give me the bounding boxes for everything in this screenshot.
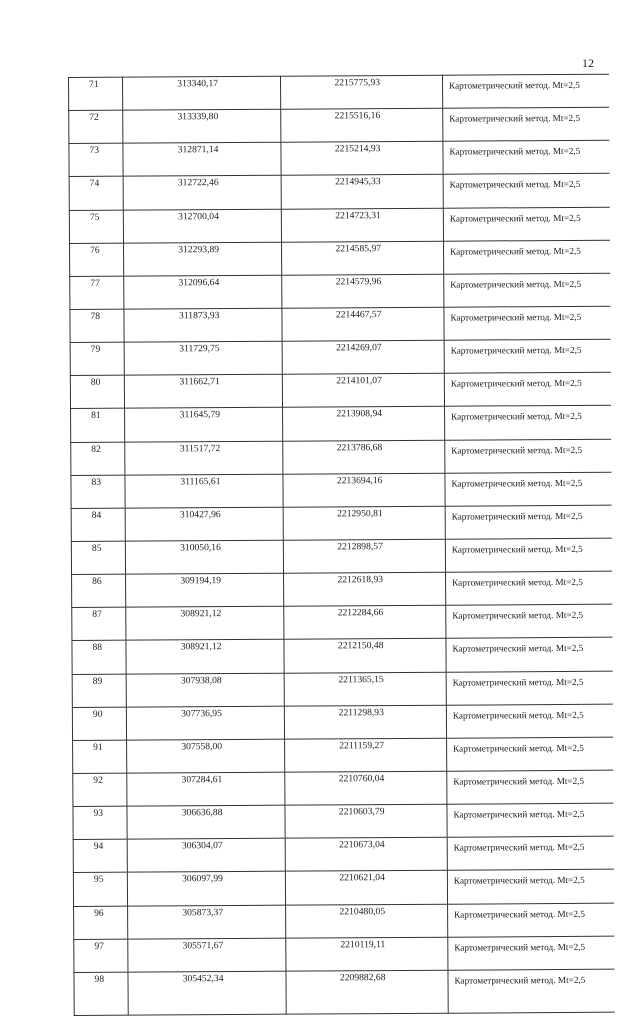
- method-cell: Картометрический метод. Mt=2,5: [444, 306, 610, 340]
- method-cell: Картометрический метод. Mt=2,5: [445, 439, 611, 473]
- table-row: [69, 140, 609, 176]
- table-row: [73, 836, 613, 872]
- y-coordinate-cell: 2214585,97: [282, 241, 444, 275]
- point-number-cell: 86: [72, 574, 126, 607]
- x-coordinate-cell: 307938,08: [126, 673, 284, 707]
- y-coordinate-cell: 2215775,93: [280, 75, 442, 109]
- y-coordinate-cell: 2214945,33: [281, 175, 443, 209]
- x-coordinate-cell: 307284,61: [127, 772, 285, 806]
- method-cell: Картометрический метод. Mt=2,5: [443, 140, 609, 174]
- method-cell: Картометрический метод. Mt=2,5: [446, 604, 612, 638]
- x-coordinate-cell: 311662,71: [124, 374, 282, 408]
- x-coordinate-cell: 311165,61: [125, 474, 283, 508]
- y-coordinate-cell: 2211298,93: [284, 705, 446, 739]
- point-number-cell: 80: [70, 375, 124, 408]
- page-number: 12: [582, 56, 594, 70]
- table-row: [72, 638, 612, 674]
- table-row: [69, 207, 609, 243]
- x-coordinate-cell: 309194,19: [126, 573, 284, 607]
- y-coordinate-cell: 2214101,07: [282, 373, 444, 407]
- table-row: [69, 174, 609, 210]
- point-number-cell: 73: [69, 143, 123, 176]
- table-row: [73, 803, 613, 839]
- y-coordinate-cell: 2210673,04: [285, 837, 447, 871]
- table-row: [70, 273, 610, 309]
- x-coordinate-cell: 306304,07: [127, 838, 285, 872]
- table-row: [69, 74, 609, 110]
- y-coordinate-cell: 2212284,66: [284, 605, 446, 639]
- y-coordinate-cell: 2210480,05: [286, 904, 448, 938]
- table-row: [74, 936, 614, 972]
- y-coordinate-cell: 2211159,27: [285, 738, 447, 772]
- method-cell: Картометрический метод. Mt=2,5: [444, 273, 610, 307]
- table-row: [71, 472, 611, 508]
- table-row: [72, 604, 612, 640]
- point-number-cell: 78: [70, 309, 124, 342]
- y-coordinate-cell: 2214269,07: [282, 340, 444, 374]
- method-cell: Картометрический метод. Mt=2,5: [446, 638, 612, 672]
- method-cell: Картометрический метод. Mt=2,5: [445, 406, 611, 440]
- x-coordinate-cell: 308921,12: [126, 606, 284, 640]
- y-coordinate-cell: 2212898,57: [283, 539, 445, 573]
- y-coordinate-cell: 2214579,96: [282, 274, 444, 308]
- method-cell: Картометрический метод. Mt=2,5: [445, 472, 611, 506]
- point-number-cell: 93: [73, 806, 127, 839]
- x-coordinate-cell: 307558,00: [127, 739, 285, 773]
- method-cell: Картометрический метод. Mt=2,5: [445, 538, 611, 572]
- table-row: [73, 870, 613, 906]
- point-number-cell: 77: [70, 276, 124, 309]
- table-row: [71, 538, 611, 574]
- method-cell: Картометрический метод. Mt=2,5: [447, 803, 613, 837]
- y-coordinate-cell: 2214723,31: [281, 208, 443, 242]
- table-row: [70, 339, 610, 375]
- x-coordinate-cell: 311517,72: [125, 441, 283, 475]
- y-coordinate-cell: 2210621,04: [285, 871, 447, 905]
- table-row: [72, 704, 612, 740]
- method-cell: Картометрический метод. Mt=2,5: [443, 107, 609, 141]
- y-coordinate-cell: 2212618,93: [284, 572, 446, 606]
- x-coordinate-cell: 305571,67: [128, 938, 286, 972]
- method-cell: Картометрический метод. Mt=2,5: [443, 174, 609, 208]
- y-coordinate-cell: 2213694,16: [283, 473, 445, 507]
- point-number-cell: 72: [69, 110, 123, 143]
- point-number-cell: 71: [69, 77, 123, 110]
- method-cell: Картометрический метод. Mt=2,5: [448, 903, 614, 937]
- x-coordinate-cell: 312722,46: [123, 176, 281, 210]
- x-coordinate-cell: 305452,34: [128, 971, 286, 1015]
- table-row: [73, 737, 613, 773]
- x-coordinate-cell: 310050,16: [125, 540, 283, 574]
- method-cell: Картометрический метод. Mt=2,5: [443, 207, 609, 241]
- table-row: [74, 903, 614, 939]
- y-coordinate-cell: 2213908,94: [283, 407, 445, 441]
- point-number-cell: 96: [74, 906, 128, 939]
- table-row: [70, 306, 610, 342]
- x-coordinate-cell: 305873,37: [128, 905, 286, 939]
- method-cell: Картометрический метод. Mt=2,5: [442, 74, 608, 108]
- x-coordinate-cell: 312096,64: [124, 275, 282, 309]
- x-coordinate-cell: 313339,80: [123, 109, 281, 143]
- x-coordinate-cell: 310427,96: [125, 507, 283, 541]
- y-coordinate-cell: 2212150,48: [284, 639, 446, 673]
- point-number-cell: 82: [71, 442, 125, 475]
- point-number-cell: 97: [74, 939, 128, 972]
- x-coordinate-cell: 312293,89: [124, 242, 282, 276]
- method-cell: Картометрический метод. Mt=2,5: [444, 240, 610, 274]
- point-number-cell: 98: [74, 972, 128, 1015]
- method-cell: Картометрический метод. Mt=2,5: [446, 571, 612, 605]
- x-coordinate-cell: 311729,75: [124, 341, 282, 375]
- coordinates-table: [68, 74, 614, 1016]
- method-cell: Картометрический метод. Mt=2,5: [448, 936, 614, 970]
- table-row: [69, 107, 609, 143]
- point-number-cell: 79: [70, 342, 124, 375]
- table-row: [72, 671, 612, 707]
- table-row: [74, 969, 614, 1015]
- point-number-cell: 87: [72, 607, 126, 640]
- method-cell: Картометрический метод. Mt=2,5: [448, 969, 614, 1013]
- y-coordinate-cell: 2209882,68: [286, 970, 448, 1014]
- x-coordinate-cell: 306097,99: [127, 872, 285, 906]
- table-row: [71, 406, 611, 442]
- point-number-cell: 88: [72, 641, 126, 674]
- method-cell: Картометрический метод. Mt=2,5: [447, 836, 613, 870]
- coordinates-table-body: [69, 74, 615, 1015]
- x-coordinate-cell: 312871,14: [123, 142, 281, 176]
- y-coordinate-cell: 2215214,93: [281, 141, 443, 175]
- x-coordinate-cell: 306636,88: [127, 805, 285, 839]
- method-cell: Картометрический метод. Mt=2,5: [447, 770, 613, 804]
- x-coordinate-cell: 311873,93: [124, 308, 282, 342]
- point-number-cell: 89: [72, 674, 126, 707]
- method-cell: Картометрический метод. Mt=2,5: [447, 870, 613, 904]
- x-coordinate-cell: 311645,79: [125, 408, 283, 442]
- y-coordinate-cell: 2215516,16: [281, 108, 443, 142]
- table-row: [71, 505, 611, 541]
- coordinates-table-wrap: [68, 74, 614, 1016]
- x-coordinate-cell: 312700,04: [123, 209, 281, 243]
- method-cell: Картометрический метод. Mt=2,5: [444, 372, 610, 406]
- point-number-cell: 81: [71, 409, 125, 442]
- point-number-cell: 92: [73, 773, 127, 806]
- point-number-cell: 90: [72, 707, 126, 740]
- point-number-cell: 91: [73, 740, 127, 773]
- y-coordinate-cell: 2214467,57: [282, 307, 444, 341]
- point-number-cell: 75: [69, 210, 123, 243]
- table-row: [70, 240, 610, 276]
- y-coordinate-cell: 2212950,81: [283, 506, 445, 540]
- method-cell: Картометрический метод. Mt=2,5: [447, 737, 613, 771]
- method-cell: Картометрический метод. Mt=2,5: [446, 671, 612, 705]
- point-number-cell: 74: [69, 177, 123, 210]
- x-coordinate-cell: 313340,17: [123, 76, 281, 110]
- point-number-cell: 83: [71, 475, 125, 508]
- point-number-cell: 76: [70, 243, 124, 276]
- table-row: [73, 770, 613, 806]
- point-number-cell: 85: [71, 541, 125, 574]
- table-row: [72, 571, 612, 607]
- point-number-cell: 94: [73, 839, 127, 872]
- y-coordinate-cell: 2211365,15: [284, 672, 446, 706]
- y-coordinate-cell: 2213786,68: [283, 440, 445, 474]
- x-coordinate-cell: 307736,95: [126, 706, 284, 740]
- table-row: [70, 372, 610, 408]
- point-number-cell: 84: [71, 508, 125, 541]
- y-coordinate-cell: 2210603,79: [285, 804, 447, 838]
- point-number-cell: 95: [73, 873, 127, 906]
- x-coordinate-cell: 308921,12: [126, 640, 284, 674]
- method-cell: Картометрический метод. Mt=2,5: [445, 505, 611, 539]
- y-coordinate-cell: 2210119,11: [286, 937, 448, 971]
- y-coordinate-cell: 2210760,04: [285, 771, 447, 805]
- method-cell: Картометрический метод. Mt=2,5: [446, 704, 612, 738]
- table-row: [71, 439, 611, 475]
- method-cell: Картометрический метод. Mt=2,5: [444, 339, 610, 373]
